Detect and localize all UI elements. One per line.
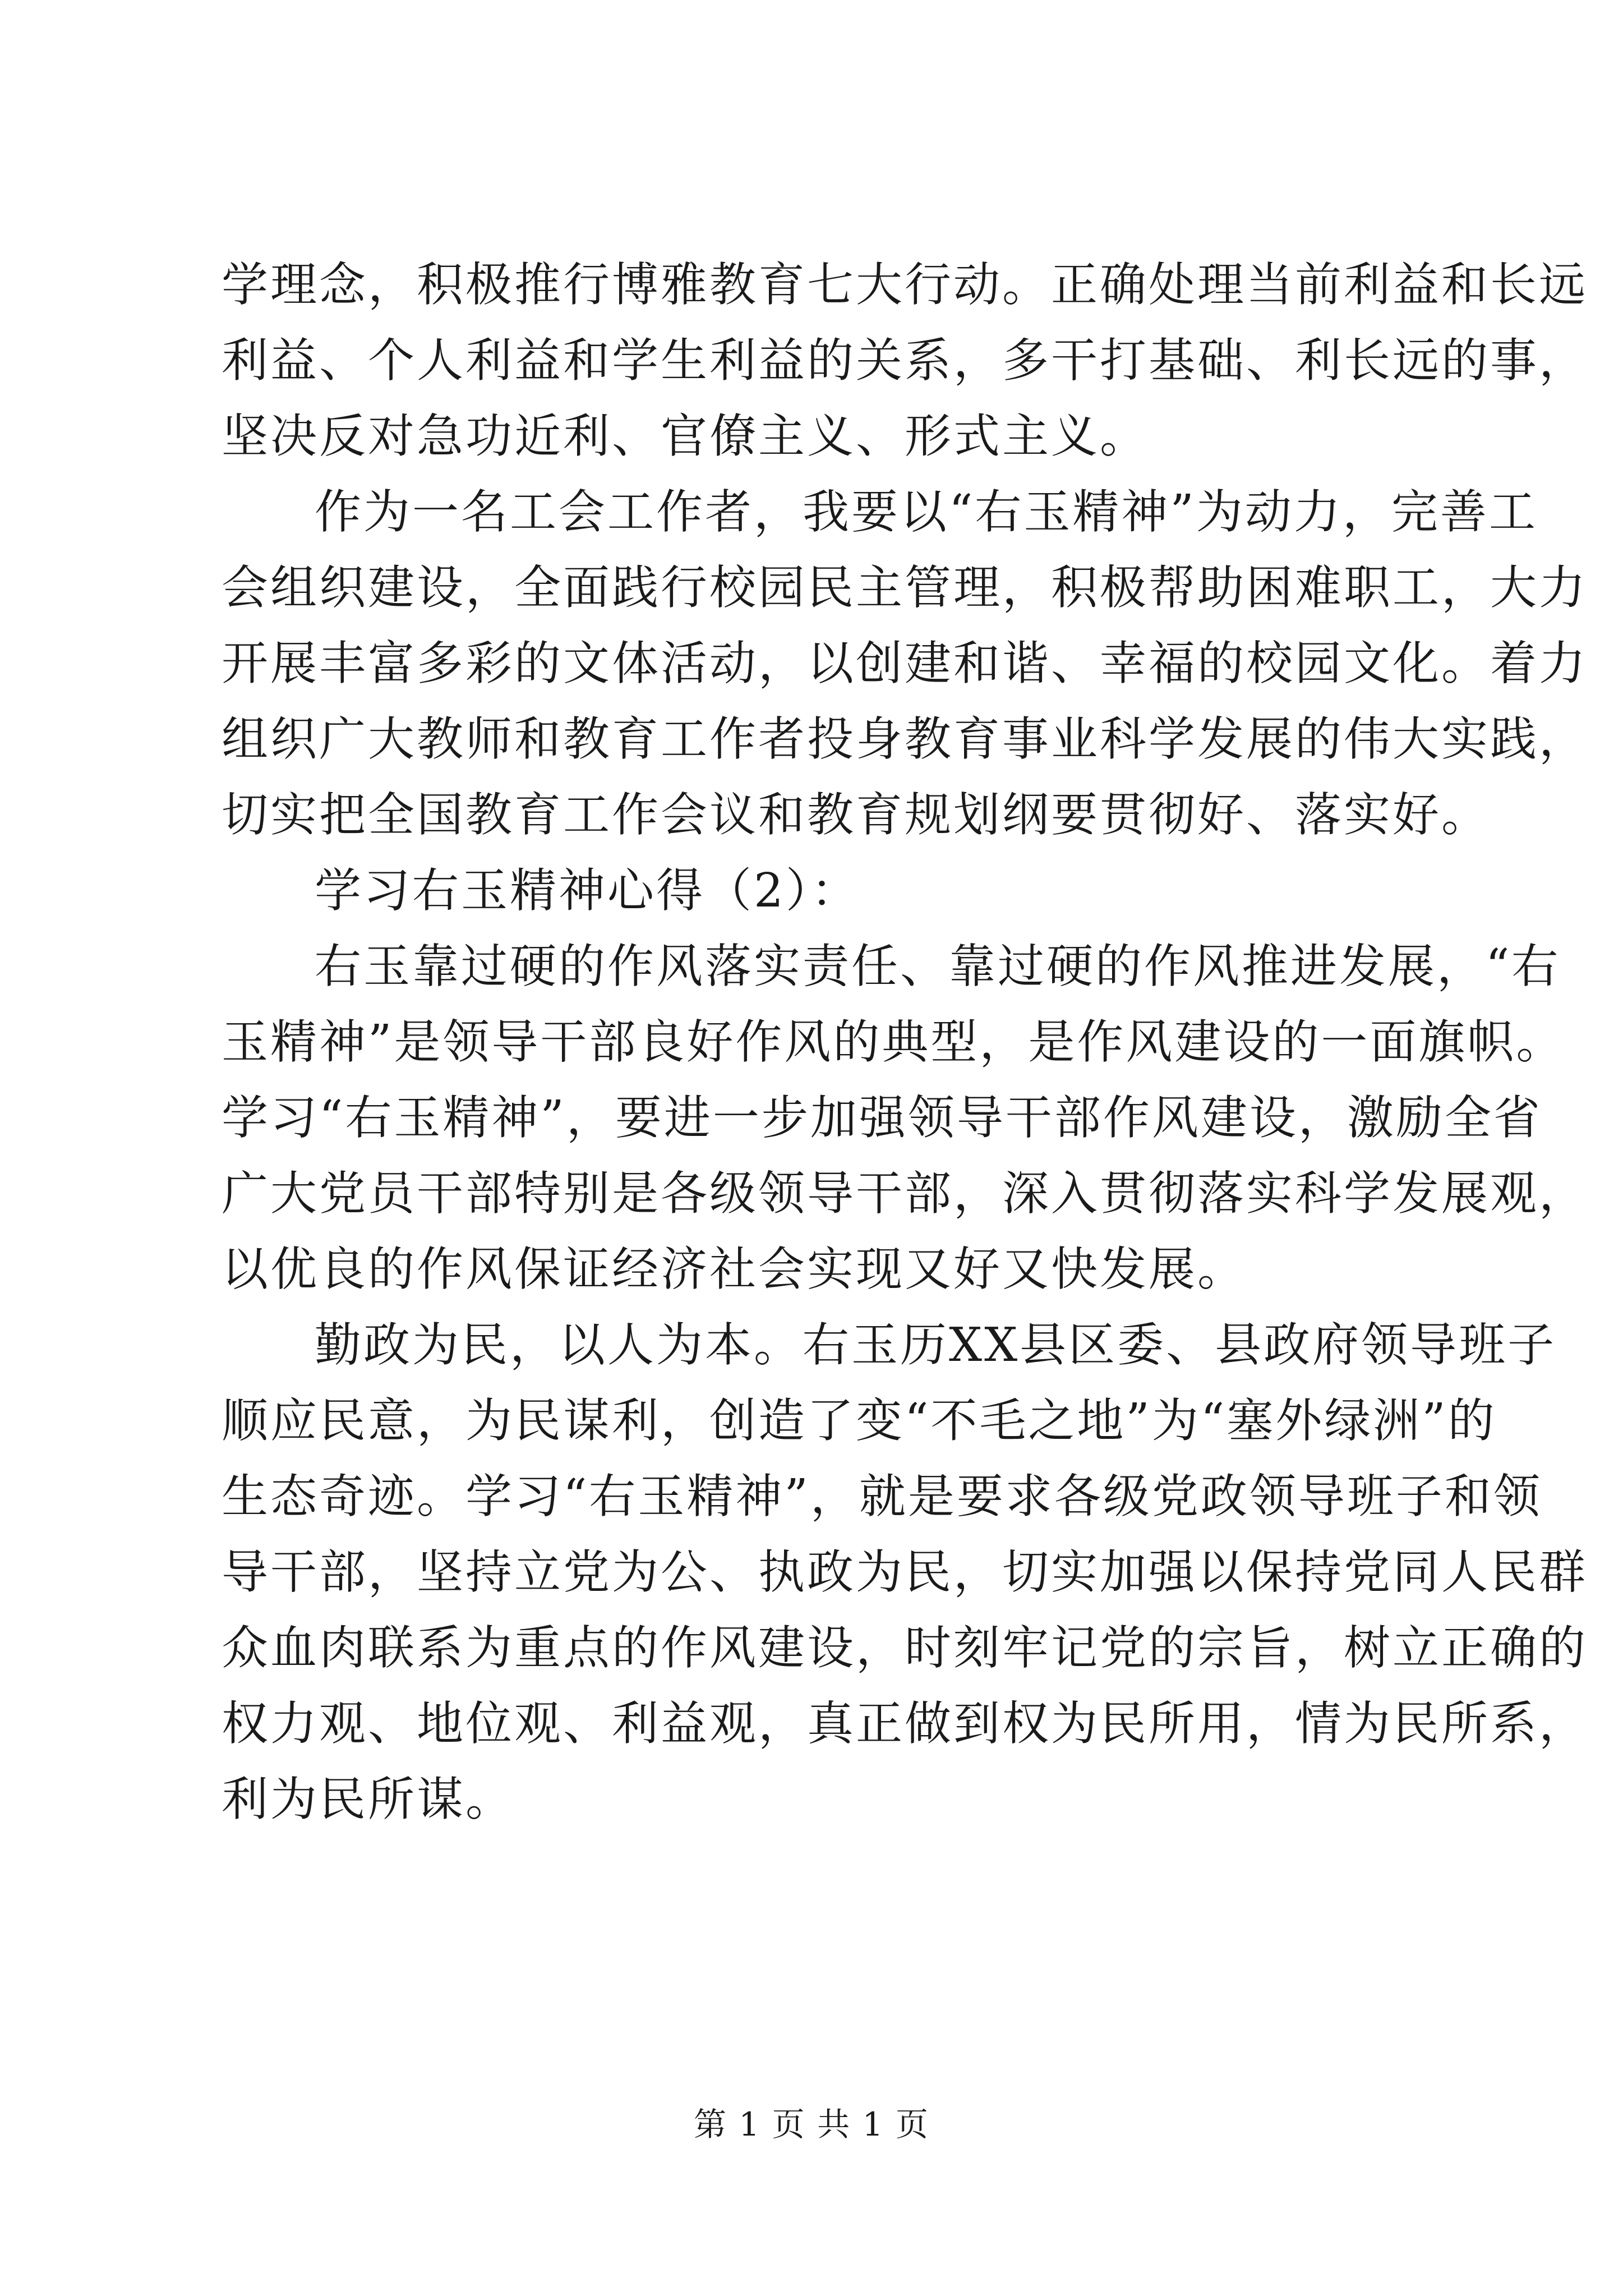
- text-line: 导干部，坚持立党为公、执政为民，切实加强以保持党同人民群: [222, 1545, 1588, 1599]
- text-line: 学理念，积极推行博雅教育七大行动。正确处理当前利益和长远: [222, 257, 1588, 312]
- text-line: 切实把全国教育工作会议和教育规划纲要贯彻好、落实好。: [222, 788, 1490, 842]
- text-line: 学习“右玉精神”，要进一步加强领导干部作风建设，激励全省: [222, 1091, 1542, 1145]
- section-heading: 学习右玉精神心得（2）：: [315, 863, 860, 918]
- text-line: 众血肉联系为重点的作风建设，时刻牢记党的宗旨，树立正确的: [222, 1621, 1588, 1675]
- paragraph-first-line: 右玉靠过硬的作风落实责任、靠过硬的作风推进发展，“右: [315, 939, 1561, 993]
- text-line: 生态奇迹。学习“右玉精神”，就是要求各级党政领导班子和领: [222, 1469, 1542, 1524]
- paragraph-first-line: 勤政为民，以人为本。右玉历XX县区委、县政府领导班子: [315, 1318, 1557, 1372]
- text-line: 开展丰富多彩的文体活动，以创建和谐、幸福的校园文化。着力: [222, 636, 1588, 691]
- text-line: 广大党员干部特别是各级领导干部，深入贯彻落实科学发展观，: [222, 1166, 1588, 1221]
- paragraph-first-line: 作为一名工会工作者，我要以“右玉精神”为动力，完善工: [315, 485, 1538, 539]
- text-line: 顺应民意，为民谋利，创造了变“不毛之地”为“塞外绿洲”的: [222, 1393, 1497, 1448]
- page-footer: 第 1 页 共 1 页: [694, 2105, 929, 2143]
- document-body: [222, 247, 1588, 1837]
- text-line: 会组织建设，全面践行校园民主管理，积极帮助困难职工，大力: [222, 560, 1588, 615]
- text-line: 以优良的作风保证经济社会实现又好又快发展。: [222, 1242, 1246, 1296]
- text-line: 权力观、地位观、利益观，真正做到权为民所用，情为民所系，: [222, 1696, 1588, 1751]
- text-line: 利益、个人利益和学生利益的关系，多干打基础、利长远的事，: [222, 333, 1588, 388]
- text-line: 坚决反对急功近利、官僚主义、形式主义。: [222, 409, 1149, 463]
- text-line: 玉精神”是领导干部良好作风的典型，是作风建设的一面旗帜。: [222, 1015, 1565, 1069]
- text-line: 组织广大教师和教育工作者投身教育事业科学发展的伟大实践，: [222, 712, 1588, 766]
- text-line: 利为民所谋。: [222, 1772, 514, 1826]
